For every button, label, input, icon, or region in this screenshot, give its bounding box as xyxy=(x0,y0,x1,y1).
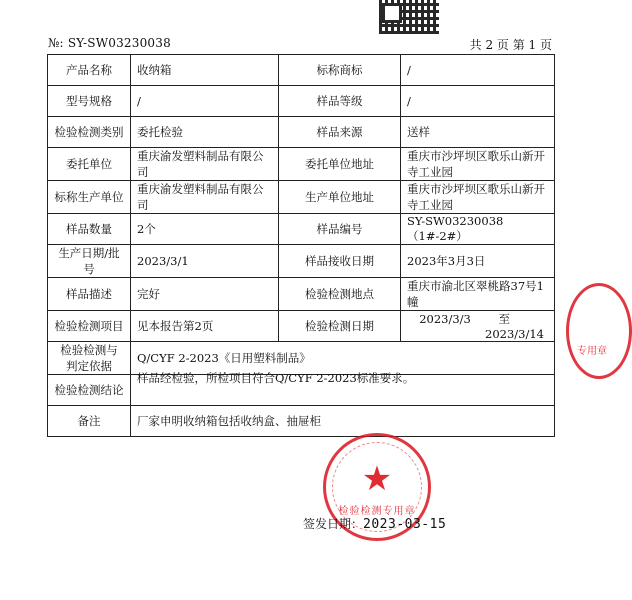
test-location-value: 重庆市渝北区翠桃路37号1幢 xyxy=(401,278,555,311)
table-row xyxy=(48,278,555,311)
test-period-to: 2023/3/14 xyxy=(485,327,544,341)
basis-value: Q/CYF 2-2023《日用塑料制品》 xyxy=(131,342,555,375)
model-value: / xyxy=(131,86,279,117)
test-type-label: 检验检测类别 xyxy=(48,117,131,148)
client-value: 重庆渝发塑料制品有限公司 xyxy=(131,148,279,181)
quantity-label: 样品数量 xyxy=(48,214,131,245)
conclusion-cell xyxy=(131,371,555,406)
signature-date xyxy=(303,515,446,532)
test-location-label: 检验检测地点 xyxy=(279,278,401,311)
side-seal-text: 专用章 xyxy=(577,346,607,357)
table-row xyxy=(48,311,555,342)
manufacturer-label: 标称生产单位 xyxy=(48,181,131,214)
table-row xyxy=(48,55,555,86)
basis-label: 检验检测与判定依据 xyxy=(48,342,131,375)
star-icon: ★ xyxy=(361,459,393,499)
production-date-value: 2023/3/1 xyxy=(131,245,279,278)
table-row xyxy=(48,86,555,117)
side-seal xyxy=(566,283,632,379)
seal-text: 检验检测专用章 xyxy=(338,506,416,517)
test-items-label: 检验检测项目 xyxy=(48,311,131,342)
report-table xyxy=(47,54,555,437)
table-row xyxy=(48,375,555,406)
sample-source-label: 样品来源 xyxy=(279,117,401,148)
page-info: 共 2 页 第 1 页 xyxy=(469,38,552,52)
manufacturer-value: 重庆渝发塑料制品有限公司 xyxy=(131,181,279,214)
test-items-value: 见本报告第2页 xyxy=(131,311,279,342)
description-value: 完好 xyxy=(131,278,279,311)
table-row xyxy=(48,245,555,278)
client-address-value: 重庆市沙坪坝区歌乐山新开寺工业园 xyxy=(401,148,555,181)
table-row xyxy=(48,214,555,245)
document-number: №: SY-SW03230038 xyxy=(48,36,171,50)
test-period-to-word: 至 xyxy=(498,312,510,326)
test-type-value: 委托检验 xyxy=(131,117,279,148)
description-label: 样品描述 xyxy=(48,278,131,311)
remarks-value: 厂家申明收纳箱包括收纳盒、抽屉柜 xyxy=(131,406,555,437)
product-name-value: 收纳箱 xyxy=(131,55,279,86)
test-period-from: 2023/3/3 xyxy=(419,312,471,326)
table-row xyxy=(48,406,555,437)
table-row xyxy=(48,117,555,148)
brand-value: / xyxy=(401,55,555,86)
receipt-date-value: 2023年3月3日 xyxy=(401,245,555,278)
manufacturer-address-value: 重庆市沙坪坝区歌乐山新开寺工业园 xyxy=(401,181,555,214)
signature-date-value: 2023-03-15 xyxy=(363,517,447,532)
remarks-label: 备注 xyxy=(48,406,131,437)
quantity-value: 2个 xyxy=(131,214,279,245)
sample-no-value: SY-SW03230038（1#-2#） xyxy=(401,214,555,245)
product-name-label: 产品名称 xyxy=(48,55,131,86)
receipt-date-label: 样品接收日期 xyxy=(279,245,401,278)
conclusion-label: 检验检测结论 xyxy=(48,375,131,406)
table-row xyxy=(48,148,555,181)
qr-code xyxy=(379,0,439,34)
table-row xyxy=(48,181,555,214)
conclusion-value: 样品经检验，所检项目符合Q/CYF 2-2023标准要求。 xyxy=(137,371,415,385)
client-label: 委托单位 xyxy=(48,148,131,181)
grade-value: / xyxy=(401,86,555,117)
test-period-value xyxy=(401,311,555,342)
manufacturer-address-label: 生产单位地址 xyxy=(279,181,401,214)
client-address-label: 委托单位地址 xyxy=(279,148,401,181)
test-period-label: 检验检测日期 xyxy=(279,311,401,342)
sample-source-value: 送样 xyxy=(401,117,555,148)
signature-label: 签发日期： xyxy=(303,517,364,531)
grade-label: 样品等级 xyxy=(279,86,401,117)
model-label: 型号规格 xyxy=(48,86,131,117)
sample-no-label: 样品编号 xyxy=(279,214,401,245)
brand-label: 标称商标 xyxy=(279,55,401,86)
production-date-label: 生产日期/批号 xyxy=(48,245,131,278)
